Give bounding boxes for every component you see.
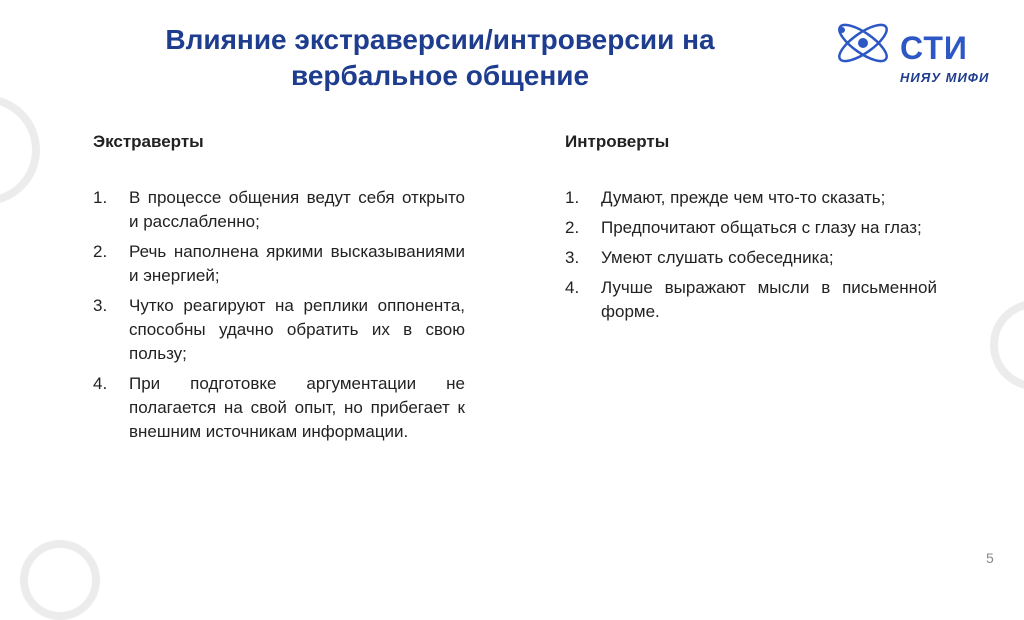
list-item-number: 4. bbox=[565, 278, 580, 297]
page-number: 5 bbox=[986, 550, 994, 566]
extraverts-list bbox=[93, 186, 465, 444]
logo-name: СТИ bbox=[900, 30, 968, 66]
list-item bbox=[93, 372, 465, 444]
introverts-column bbox=[565, 132, 937, 330]
list-item-text: Лучше выражают мысли в письменной форме. bbox=[601, 278, 937, 321]
logo bbox=[830, 10, 990, 90]
list-item bbox=[93, 294, 465, 366]
decorative-ring-left-top bbox=[0, 95, 40, 205]
list-item-number: 1. bbox=[93, 188, 108, 207]
list-item-text: Предпочитают общаться с глазу на глаз; bbox=[601, 218, 922, 237]
logo-subtitle: НИЯУ МИФИ bbox=[900, 70, 990, 85]
list-item-text: Речь наполнена яркими высказываниями и энергией; bbox=[129, 242, 465, 285]
introverts-list bbox=[565, 186, 937, 324]
slide-title-line1: Влияние экстраверсии/интроверсии на bbox=[165, 24, 715, 55]
introverts-heading: Интроверты bbox=[565, 132, 670, 151]
list-item bbox=[93, 186, 465, 234]
extraverts-column bbox=[93, 132, 465, 450]
decorative-ring-right bbox=[990, 300, 1024, 390]
list-item-text: Думают, прежде чем что-то сказать; bbox=[601, 188, 886, 207]
list-item bbox=[565, 216, 937, 240]
list-item-text: В процессе общения ведут себя открыто и расслабленно; bbox=[129, 188, 465, 231]
list-item-number: 3. bbox=[93, 296, 108, 315]
list-item-text: При подготовке аргументации не полагается на свой опыт, но прибегает к внешним источникам информации. bbox=[129, 374, 465, 441]
extraverts-heading: Экстраверты bbox=[93, 132, 204, 151]
list-item-number: 1. bbox=[565, 188, 580, 207]
list-item-number: 2. bbox=[93, 242, 108, 261]
list-item bbox=[565, 246, 937, 270]
list-item-text: Умеют слушать собеседника; bbox=[601, 248, 834, 267]
slide-title bbox=[100, 22, 780, 94]
list-item-number: 4. bbox=[93, 374, 108, 393]
list-item-number: 2. bbox=[565, 218, 580, 237]
slide-title-line2: вербальное общение bbox=[290, 60, 590, 91]
list-item-text: Чутко реагируют на реплики оппонента, способны удачно обратить их в свою пользу; bbox=[129, 296, 465, 363]
atom-icon bbox=[830, 10, 896, 76]
list-item bbox=[565, 276, 937, 324]
list-item bbox=[93, 240, 465, 288]
list-item-number: 3. bbox=[565, 248, 580, 267]
decorative-ring-left-bottom bbox=[20, 540, 100, 620]
list-item bbox=[565, 186, 937, 210]
